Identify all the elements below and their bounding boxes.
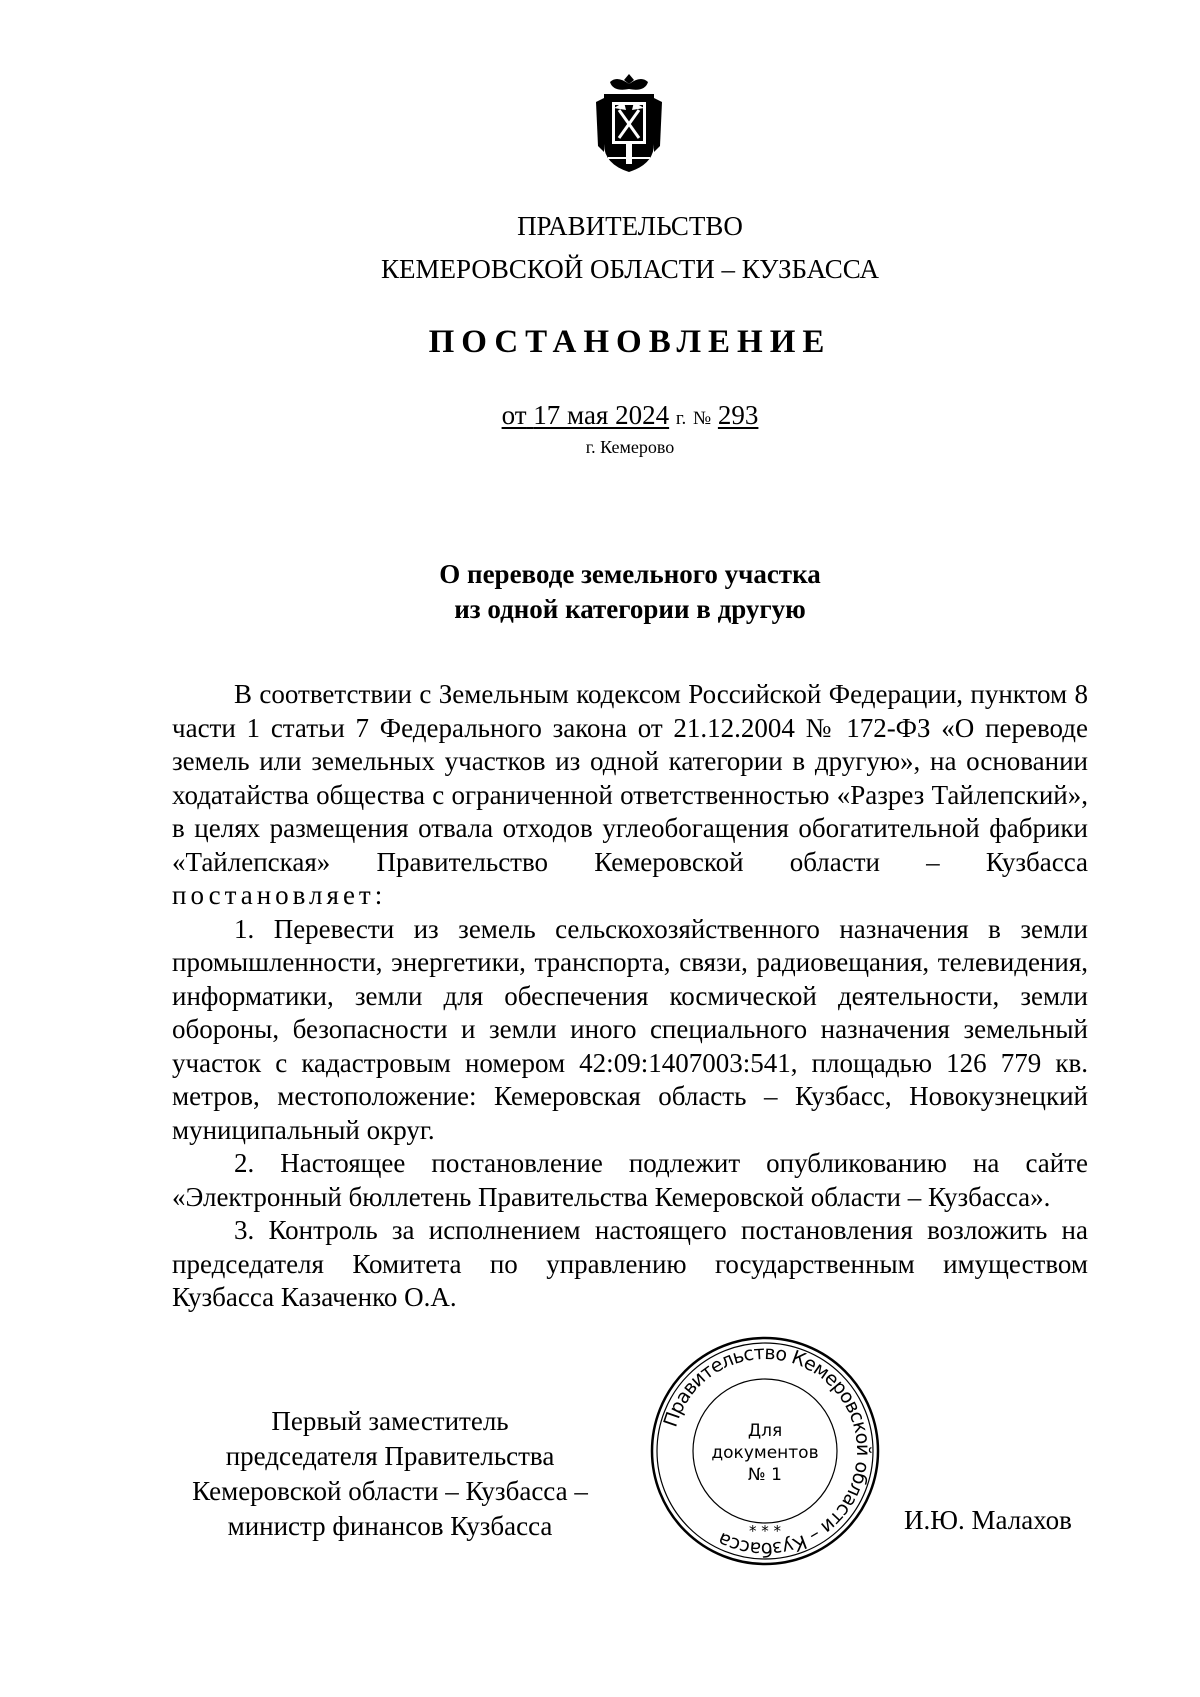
- seal-stars: * * *: [748, 1522, 782, 1540]
- org-name-line2: КЕМЕРОВСКОЙ ОБЛАСТИ – КУЗБАССА: [381, 254, 879, 284]
- position-line2: председателя Правительства: [225, 1441, 555, 1471]
- item-3-paragraph: 3. Контроль за исполнением настоящего постановления возложить на председателя Комитета по управлению государственным имуществом Кузбасса Казаченко О.А.: [172, 1215, 1088, 1312]
- seal-line2: документов: [711, 1443, 819, 1463]
- position-line1: Первый заместитель: [271, 1406, 509, 1436]
- decree-word: постановляет: [172, 880, 375, 910]
- position-line3: Кемеровской области – Кузбасса –: [192, 1476, 588, 1506]
- preamble-paragraph: [172, 678, 1088, 913]
- document-date: 17 мая 2024: [533, 400, 670, 430]
- signatory-name: И.Ю. Малахов: [904, 1505, 1072, 1535]
- date-number-line: [0, 402, 1200, 429]
- preamble-text: В соответствии с Земельным кодексом Российской Федерации, пунктом 8 части 1 статьи 7 Федерального закона от 21.12.2004 № 172-ФЗ «О переводе земель или земельных участков из одной категории в другую», на основании ходатайства общества с ограниченной ответственностью «Разрез Тайлепский», в целях размещения отвала отходов углеобогащения обогатительной фабрики «Тайлепская» Правительство Кемеровской области – Кузбасса: [172, 679, 1088, 877]
- seal-ring-text: Правительство Кемеровской области – Кузбасса: [659, 1341, 875, 1561]
- position-line4: министр финансов Кузбасса: [227, 1511, 553, 1541]
- seal-line1: Для: [747, 1421, 783, 1441]
- signatory-position: [160, 1404, 620, 1544]
- subject-line2: из одной категории в другую: [454, 594, 806, 624]
- year-suffix: г.: [675, 408, 687, 429]
- date-prefix: от: [501, 400, 527, 430]
- item-2-paragraph: 2. Настоящее постановление подлежит опубликованию на сайте «Электронный бюллетень Правительства Кемеровской области – Кузбасса».: [172, 1148, 1088, 1212]
- official-seal: [648, 1334, 882, 1568]
- document-number: 293: [717, 400, 759, 430]
- document-subject: [0, 557, 1200, 627]
- coat-of-arms-icon: [590, 72, 668, 176]
- city: г. Кемерово: [585, 437, 675, 457]
- org-name-line1: ПРАВИТЕЛЬСТВО: [517, 211, 743, 241]
- document-type: ПОСТАНОВЛЕНИЕ: [428, 324, 832, 360]
- item-1-paragraph: 1. Перевести из земель сельскохозяйственного назначения в земли промышленности, энергетики, транспорта, связи, радиовещания, телевидения, информатики, земли для обеспечения космической деятельности, земли обороны, безопасности и земли иного специального назначения земельный участок с кадастровым номером 42:09:1407003:541, площадью 126 779 кв. метров, местоположение: Кемеровская область – Кузбасс, Новокузнецкий муниципальный округ.: [172, 913, 1088, 1145]
- number-sign: №: [693, 408, 712, 429]
- subject-line1: О переводе земельного участка: [439, 559, 821, 589]
- document-body: [172, 678, 1088, 1315]
- seal-line3: № 1: [748, 1465, 782, 1485]
- decree-colon: :: [374, 880, 383, 910]
